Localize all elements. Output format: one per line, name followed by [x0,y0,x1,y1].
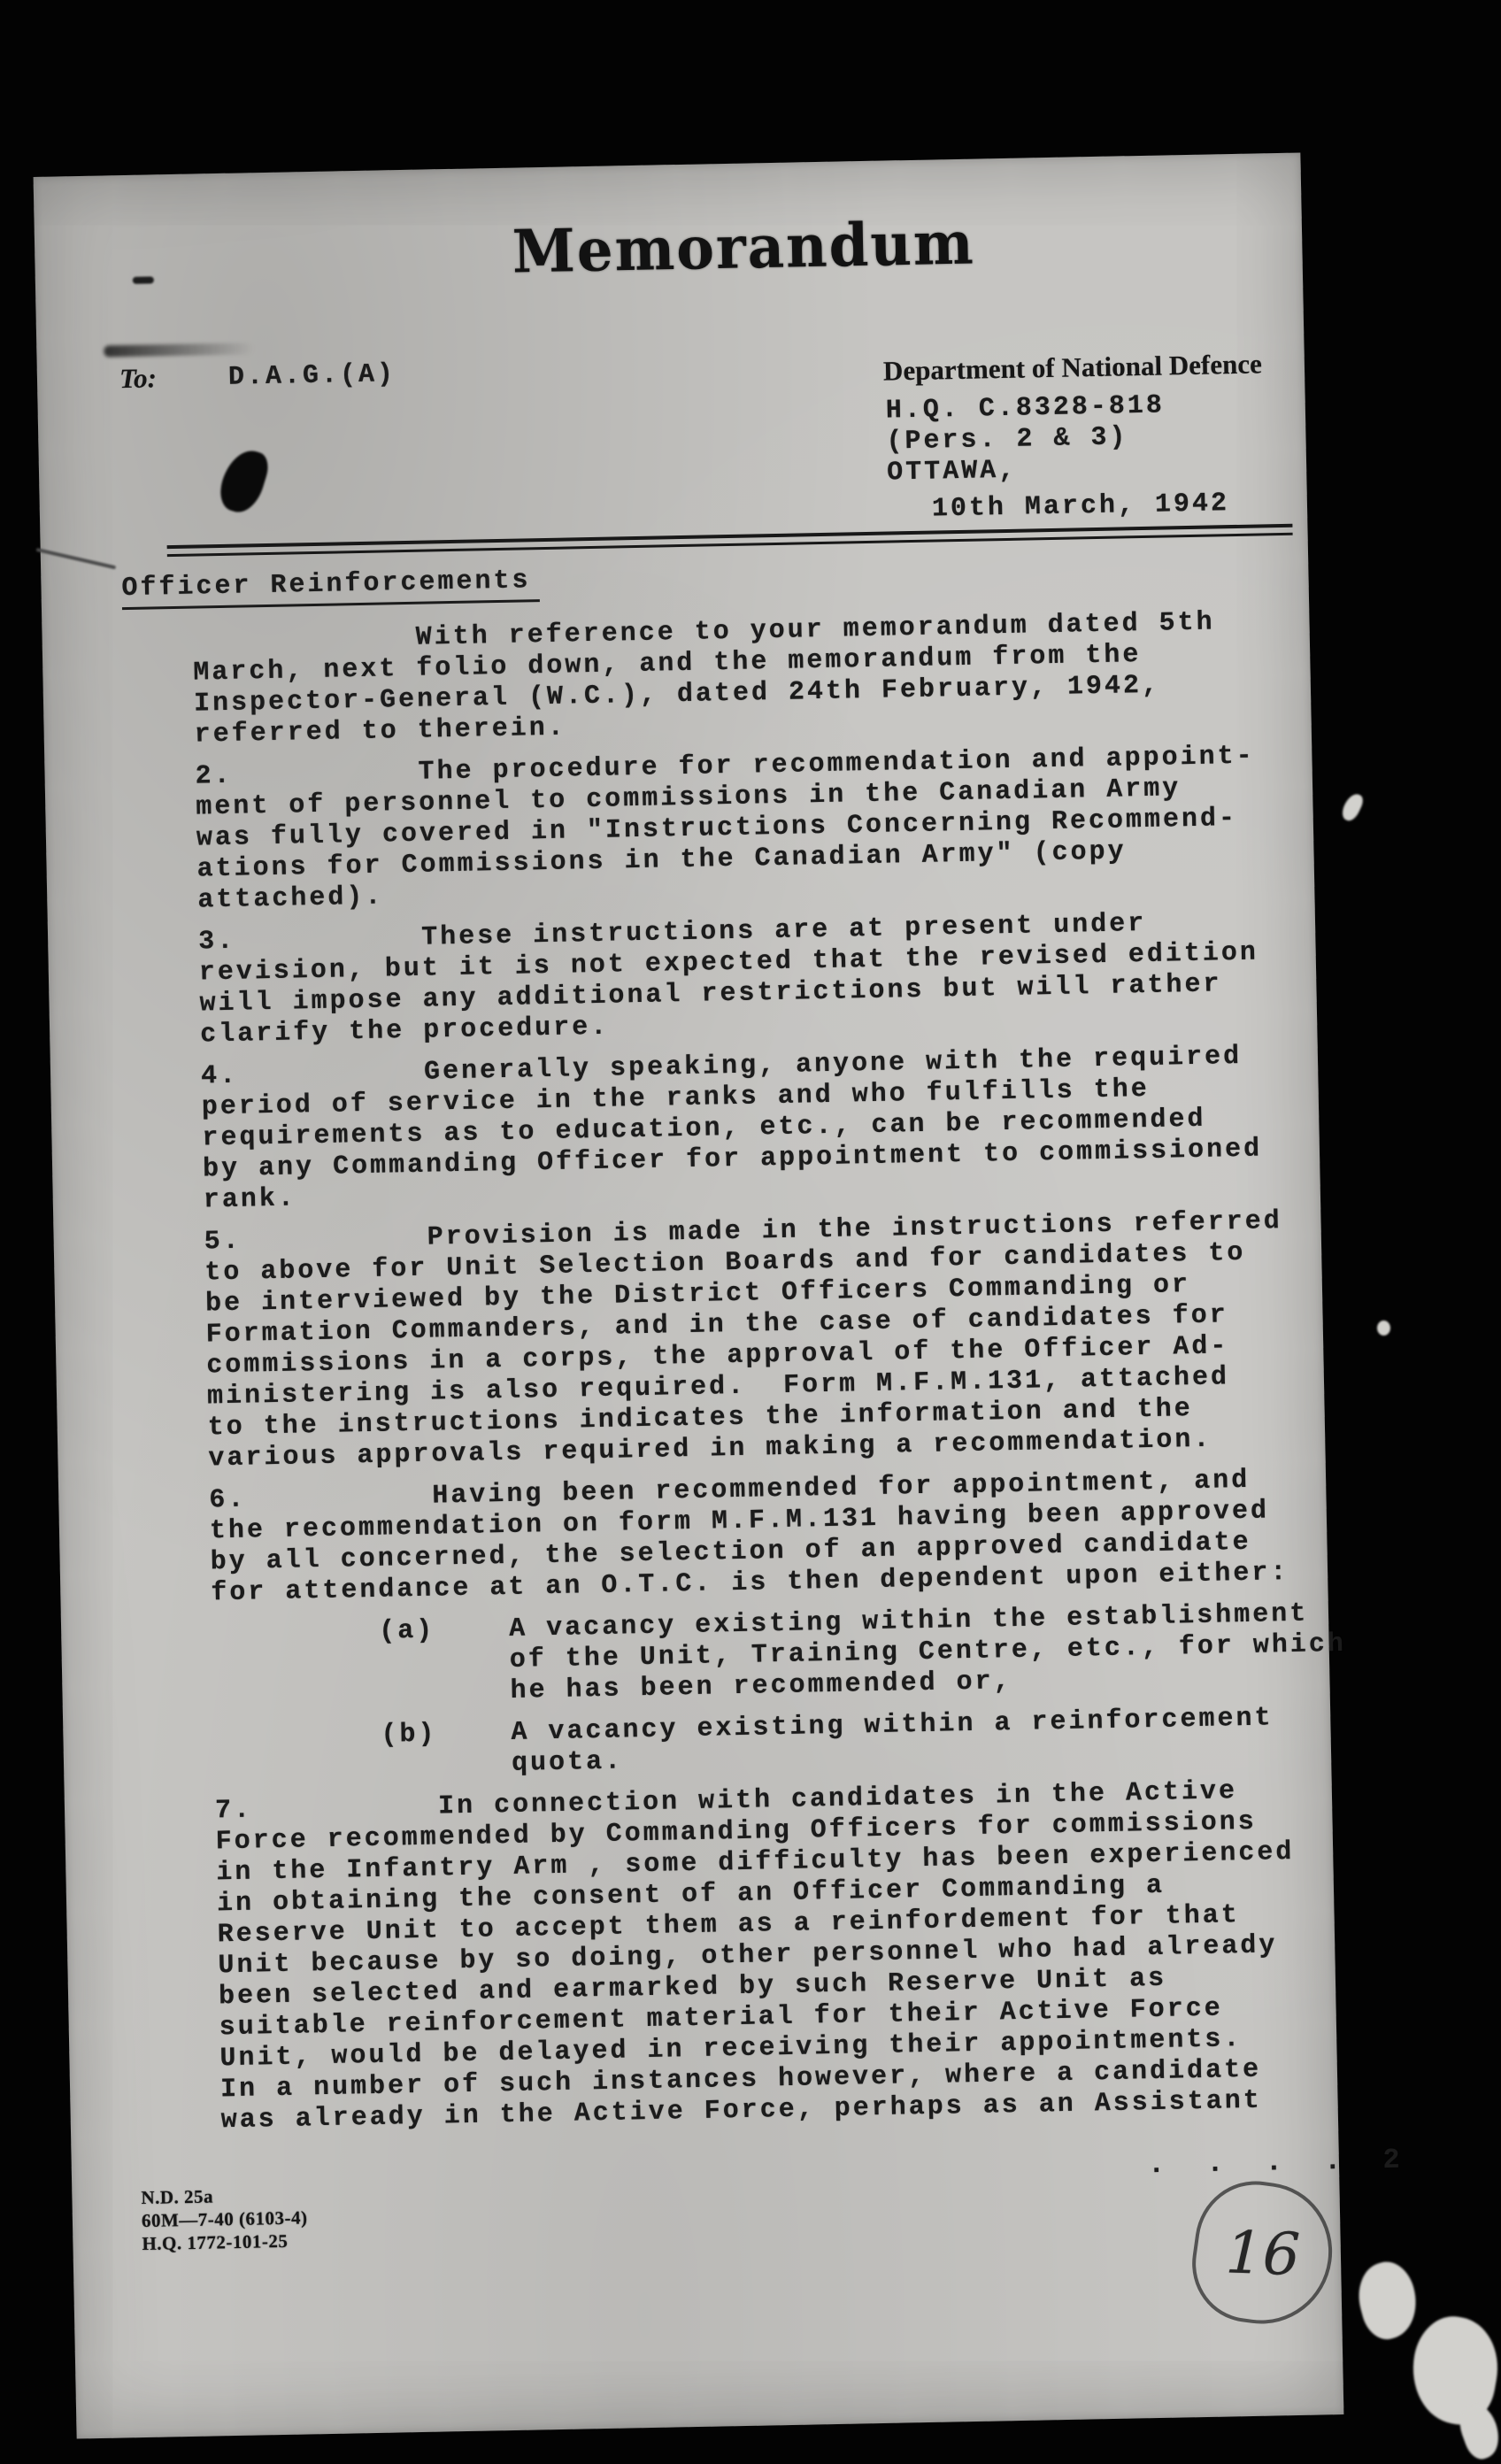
header-divider-rule [167,524,1293,557]
paper-speck [1377,1321,1390,1336]
paper-speck [1351,2256,1425,2345]
to-label: To: [119,362,158,395]
memo-title: Memorandum [512,209,976,288]
folio-number: 16 [1224,2217,1302,2289]
body-list-item-a: (a) A vacancy existing within the establishment of the Unit, Training Centre, etc., for which he has been recommended or, [211,1598,1347,1713]
body-paragraph-5: 5. Provision is made in the instructions referred to above for Unit Selection Boards and for candidates to be interviewed by the District Officers Commanding or Formation Commanders, and in the case of candidates for commissions in a corps, the approval of the Officer Ad- ministering is also required. Form M.F.M.131, attached to the instructions indicates the information and the various approvals required in making a recommendation. [204,1206,1283,1475]
body-paragraph-1: With reference to your memorandum dated 5th March, next folio down, and the memorandum from the Inspector-General (W.C.), dated 24th February, 1942, referred to therein. [192,607,1216,751]
scan-artifact-smear [104,343,254,357]
page-continuation-indicator: . . . . 2 [1147,2143,1406,2182]
form-print-block [141,2183,308,2255]
memo-page [34,152,1406,2438]
memo-body [192,605,1347,2147]
body-paragraph-7: 7. In connection with candidates in the Active Force recommended by Commanding Officers for commissions in the Infantry Arm , some difficulty has been experienced in obtaining the consent of an Officer Commanding a Reserve Unit to accept them as a reinfordement for that Unit because by so doing, other personnel who had already been selected and earmarked by such Reserve Unit as suitable reinforcement material for their Active Force Unit, would be delayed in receiving their appointments. In a number of such instances however, where a candidate was already in the Active Force, perhaps as an Assistant [214,1776,1295,2137]
pencil-mark [36,548,117,569]
body-paragraph-4: 4. Generally speaking, anyone with the required period of service in the ranks and who fulfills the requirements as to education, etc., can be recommended by any Commanding Officer for appointment to commissioned rank. [200,1041,1263,1216]
ink-blot [215,444,273,517]
body-list-item-b: (b) A vacancy existing within a reinforcement quota. [213,1703,1274,1785]
file-code: H.Q. 1772-101-25 [142,2229,289,2255]
city-line: OTTAWA, [886,455,1018,489]
date-line: 10th March, 1942 [931,489,1230,525]
subject-title: Officer Reinforcements [121,566,540,610]
file-reference: H.Q. C.8328-818 [885,390,1166,427]
folio-circle-annotation [1185,2174,1342,2333]
body-paragraph-2: 2. The procedure for recommendation and appoint- ment of personnel to commissions in the Canadian Army was fully covered in "Instructions Concerning Recommend- ations for Commissions in the Canadian Army" (copy attached). [195,741,1255,916]
body-paragraph-3: 3. These instructions are at present under revision, but it is not expected that the revised edition will impose any additional restrictions but will rather clarify the procedure. [197,908,1259,1051]
to-value: D.A.G.(A) [227,359,396,393]
file-reference-secondary: (Pers. 2 & 3) [886,422,1128,458]
department-name: Department of National Defence [882,348,1263,387]
print-code: 60M—7-40 (6103-4) [141,2206,308,2232]
form-number: N.D. 25a [141,2185,214,2209]
paper-speck [1339,791,1366,824]
body-paragraph-6: 6. Having been recommended for appointment, and the recommendation on form M.F.M.131 having been approved by all concerned, the selection of an approved candidate for attendance at an O.T.C. is then dependent upon either: [209,1465,1289,1609]
